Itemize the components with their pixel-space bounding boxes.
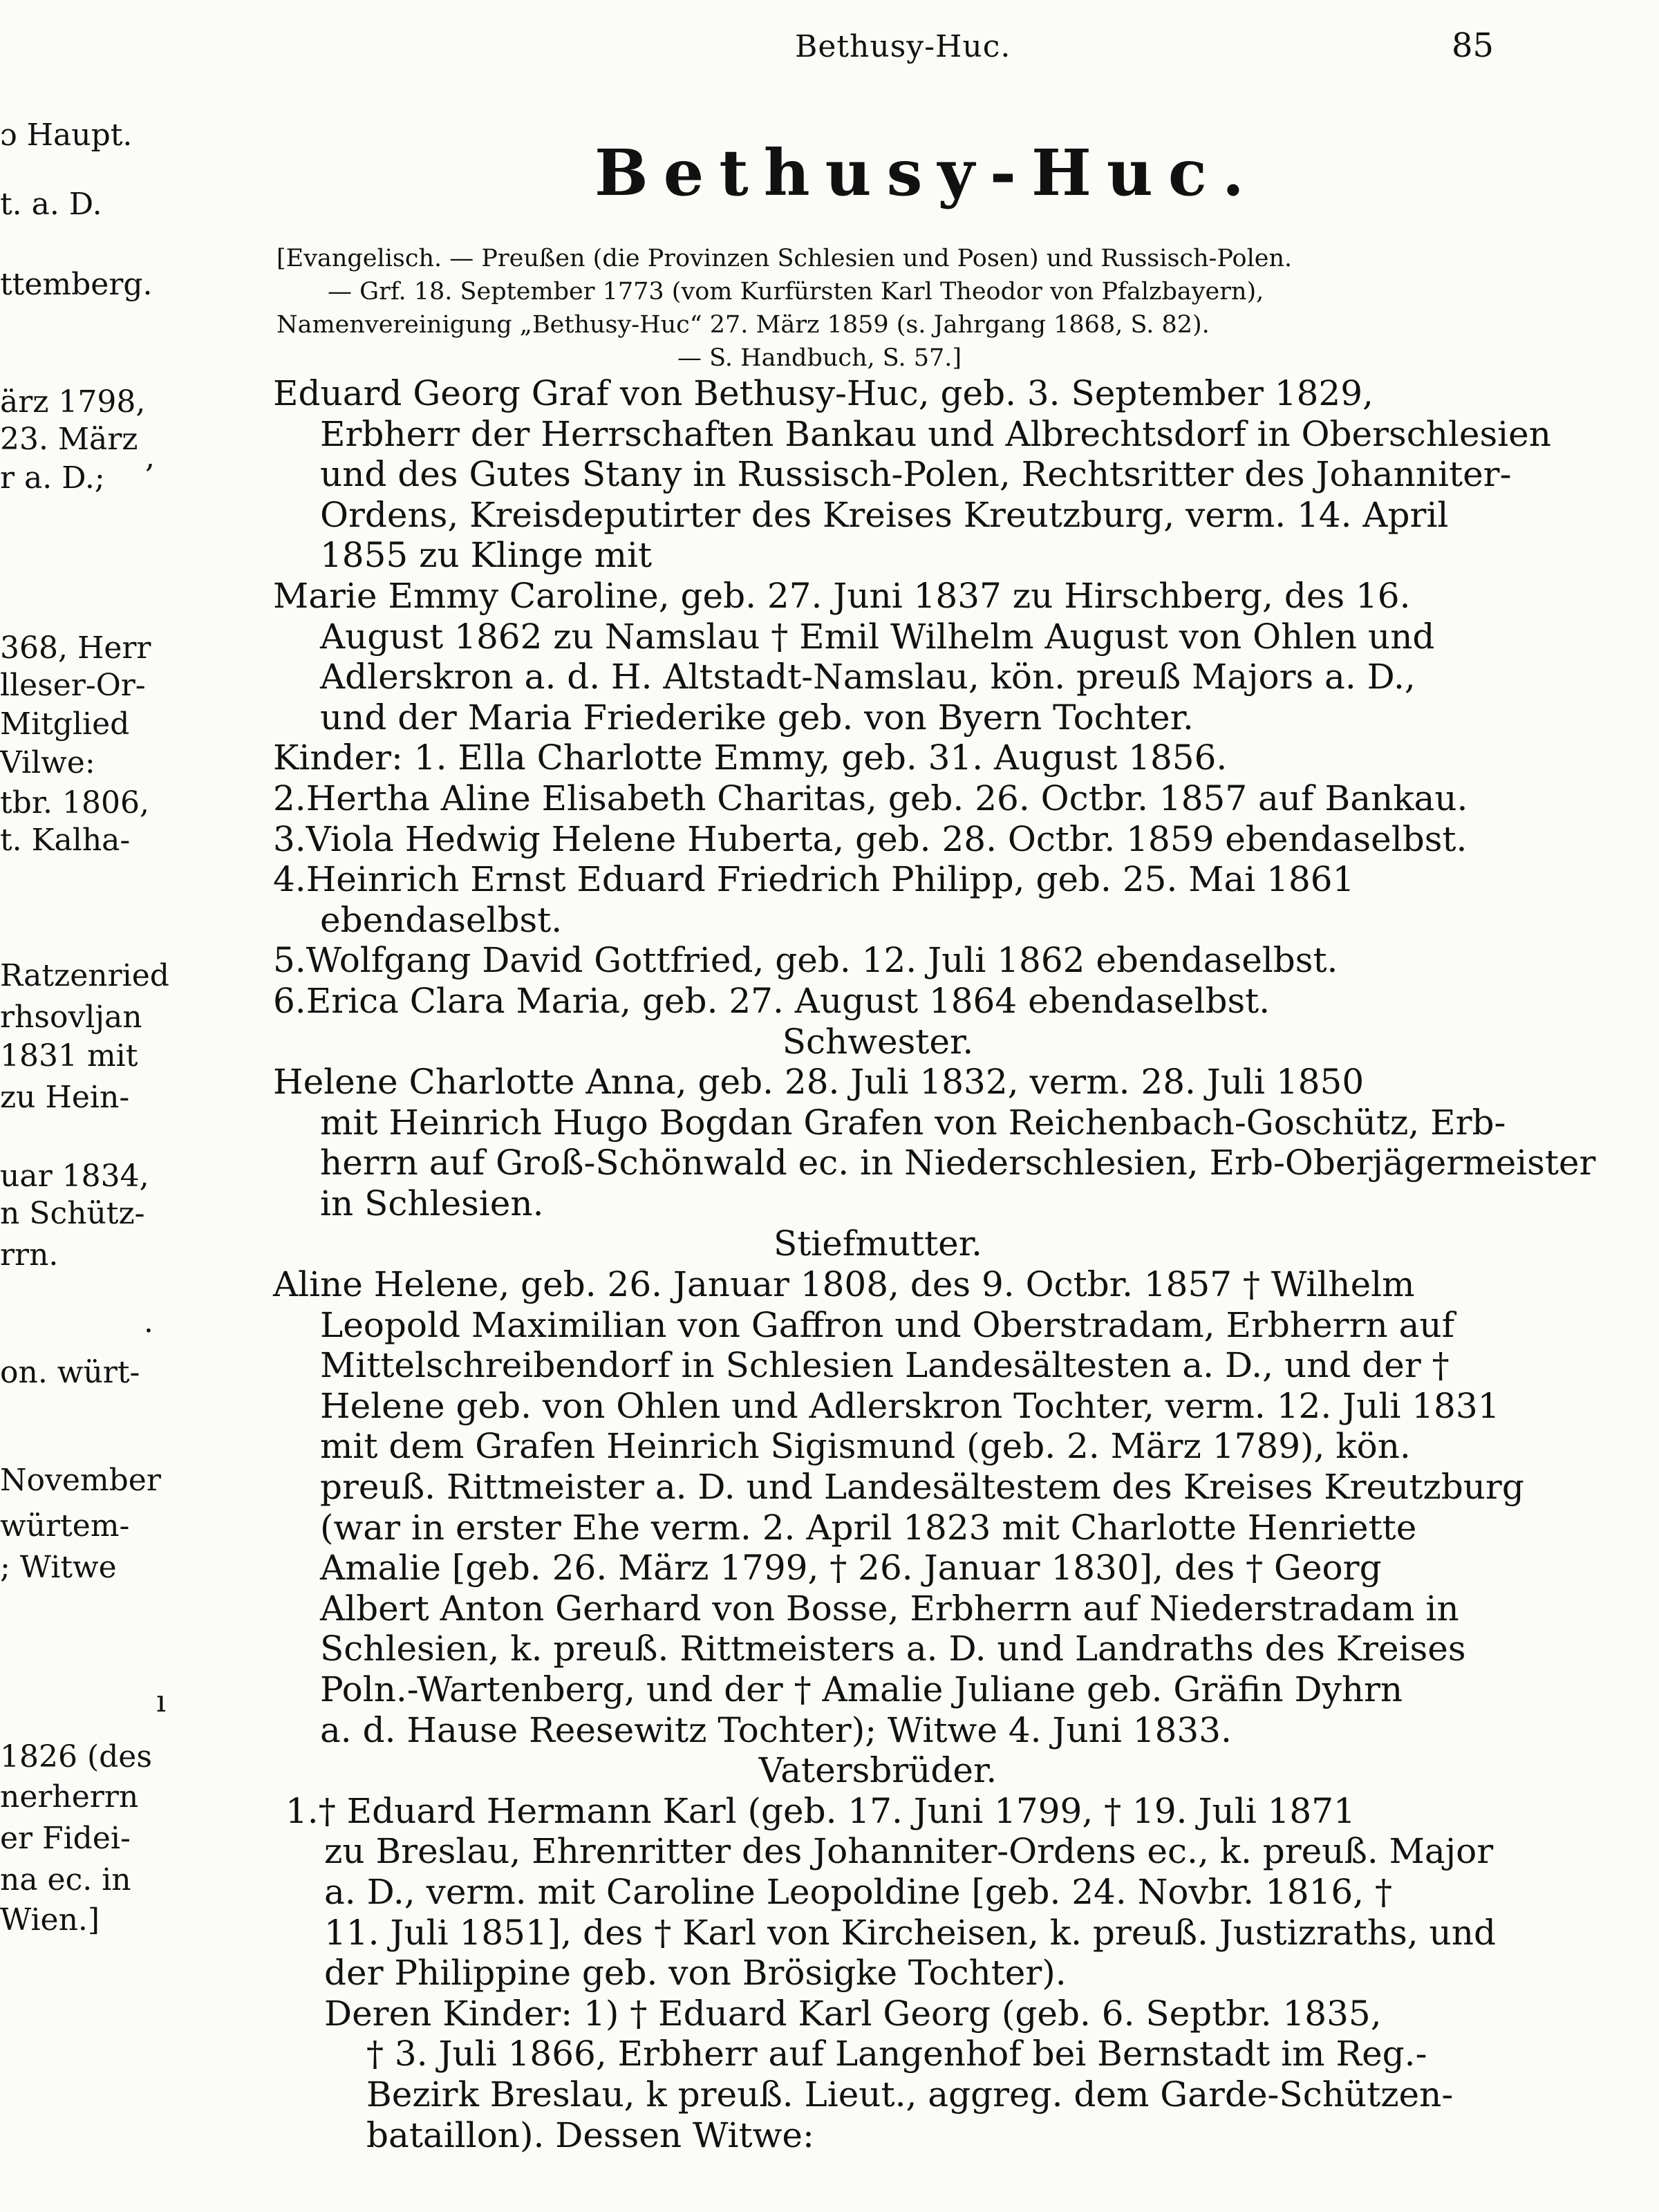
gutter-fragment: on. würt- <box>0 1355 140 1390</box>
entry-line: in Schlesien. <box>320 1183 544 1224</box>
gutter-fragment: na ec. in <box>0 1862 131 1897</box>
gutter-fragment: ärz 1798, <box>0 384 146 420</box>
gutter-fragment: zu Hein- <box>0 1080 130 1115</box>
scan-mark: , <box>145 440 155 475</box>
gutter-fragment: Vilwe: <box>0 745 95 780</box>
entry-line: und der Maria Friederike geb. von Byern Tochter. <box>320 697 1194 738</box>
entry-line: herrn auf Groß-Schönwald ec. in Niederschlesien, Erb-Oberjägermeister <box>320 1143 1596 1183</box>
summary-line: — S. Handbuch, S. 57.] <box>677 344 962 372</box>
gutter-fragment: uar 1834, <box>0 1159 149 1194</box>
gutter-fragment: r a. D.; <box>0 460 105 496</box>
summary-line: [Evangelisch. — Preußen (die Provinzen Schlesien und Posen) und Russisch-Polen. <box>276 245 1293 272</box>
entry-line: Helene geb. von Ohlen und Adlerskron Tochter, verm. 12. Juli 1831 <box>320 1385 1500 1426</box>
gutter-fragment: tbr. 1806, <box>0 785 149 821</box>
entry-line: zu Breslau, Ehrenritter des Johanniter-Ordens ec., k. preuß. Major <box>324 1831 1494 1872</box>
entry-line: 11. Juli 1851], des † Karl von Kircheisen, k. preuß. Justizraths, und <box>324 1912 1496 1953</box>
entry-line: Erbherr der Herrschaften Bankau und Albrechtsdorf in Oberschlesien <box>320 413 1551 454</box>
entry-line: (war in erster Ehe verm. 2. April 1823 mit Charlotte Henriette <box>320 1507 1417 1548</box>
entry-line: Deren Kinder: 1) † Eduard Karl Georg (geb. 6. Septbr. 1835, <box>324 1993 1382 2034</box>
family-summary <box>276 242 1521 375</box>
entry-line: 4.Heinrich Ernst Eduard Friedrich Philipp, geb. 25. Mai 1861 <box>273 859 1355 900</box>
entry-line: der Philippine geb. von Brösigke Tochter). <box>324 1953 1067 1994</box>
entry-line: Albert Anton Gerhard von Bosse, Erbherrn auf Niederstradam in <box>320 1588 1459 1629</box>
entry-line: Poln.-Wartenberg, und der † Amalie Juliane geb. Gräfin Dyhrn <box>320 1669 1403 1709</box>
section-heading: Schwester. <box>782 1021 974 1062</box>
entry-line: ebendaselbst. <box>320 899 563 940</box>
entry-line: Mittelschreibendorf in Schlesien Landesältesten a. D., und der † <box>320 1345 1450 1386</box>
entry-line: und des Gutes Stany in Russisch-Polen, Rechtsritter des Johanniter- <box>320 454 1512 495</box>
entry-line: 6.Erica Clara Maria, geb. 27. August 1864 ebendaselbst. <box>273 980 1271 1021</box>
gutter-fragment: 23. März <box>0 422 138 457</box>
entry-line: Amalie [geb. 26. März 1799, † 26. Januar 1830], des † Georg <box>320 1548 1382 1588</box>
family-heading: Bethusy-Huc. <box>594 135 1259 210</box>
gutter-fragment: t. Kalha- <box>0 823 131 858</box>
entry-line: August 1862 zu Namslau † Emil Wilhelm August von Ohlen und <box>320 616 1435 657</box>
section-heading: Stiefmutter. <box>773 1224 983 1264</box>
entry-line: Kinder: 1. Ella Charlotte Emmy, geb. 31. August 1856. <box>273 738 1228 778</box>
entry-line: Aline Helene, geb. 26. Januar 1808, des 9. Octbr. 1857 † Wilhelm <box>273 1264 1415 1305</box>
entry-line: Eduard Georg Graf von Bethusy-Huc, geb. 3. September 1829, <box>273 373 1374 413</box>
entry-line: Adlerskron a. d. H. Altstadt-Namslau, kön. preuß Majors a. D., <box>320 657 1416 697</box>
scan-mark: · <box>144 1313 153 1349</box>
entry-line: 3.Viola Hedwig Helene Huberta, geb. 28. Octbr. 1859 ebendaselbst. <box>273 818 1468 859</box>
gutter-fragment: 1826 (des <box>0 1739 152 1774</box>
entry-line: preuß. Rittmeister a. D. und Landesältestem des Kreises Kreutzburg <box>320 1467 1524 1508</box>
gutter-fragment: ɔ Haupt. <box>0 118 133 153</box>
page-number: 85 <box>1452 26 1494 65</box>
entry-line: 1855 zu Klinge mit <box>320 535 653 576</box>
gutter-fragment: nerherrn <box>0 1779 139 1815</box>
gutter-fragment: Ratzenried <box>0 958 169 993</box>
gutter-fragment: 368, Herr <box>0 630 151 666</box>
gutter-fragment: Mitglied <box>0 706 130 742</box>
entry-line: 1.† Eduard Hermann Karl (geb. 17. Juni 1799, † 19. Juli 1871 <box>285 1790 1356 1831</box>
entry-line: a. d. Hause Reesewitz Tochter); Witwe 4. Juni 1833. <box>320 1709 1232 1750</box>
gutter-fragment: rrn. <box>0 1237 59 1273</box>
gutter-fragment: n Schütz- <box>0 1196 145 1231</box>
section-heading: Vatersbrüder. <box>758 1750 997 1791</box>
gutter-fragment: ttemberg. <box>0 267 153 302</box>
entry-line: Marie Emmy Caroline, geb. 27. Juni 1837 zu Hirschberg, des 16. <box>273 575 1411 616</box>
gutter-fragment: ; Witwe <box>0 1550 117 1585</box>
entry-line: † 3. Juli 1866, Erbherr auf Langenhof bei Bernstadt im Reg.- <box>366 2034 1427 2074</box>
entry-line: 2.Hertha Aline Elisabeth Charitas, geb. 26. Octbr. 1857 auf Bankau. <box>273 778 1468 818</box>
running-head: Bethusy-Huc. <box>795 29 1011 64</box>
entry-line: Helene Charlotte Anna, geb. 28. Juli 1832, verm. 28. Juli 1850 <box>273 1062 1365 1103</box>
gutter-fragment: November <box>0 1463 161 1498</box>
gutter-fragment: Wien.] <box>0 1902 100 1938</box>
entry-line: Schlesien, k. preuß. Rittmeisters a. D. und Landraths des Kreises <box>320 1629 1466 1669</box>
genealogy-entries <box>273 373 1596 2155</box>
gutter-fragment: lleser-Or- <box>0 668 146 703</box>
gutter-fragment: 1831 mit <box>0 1038 138 1074</box>
gutter-fragment: er Fidei- <box>0 1821 131 1856</box>
entry-line: mit dem Grafen Heinrich Sigismund (geb. 2. März 1789), kön. <box>320 1426 1411 1467</box>
summary-line: — Grf. 18. September 1773 (vom Kurfürsten Karl Theodor von Pfalzbayern), <box>328 278 1264 306</box>
entry-line: 5.Wolfgang David Gottfried, geb. 12. Juli 1862 ebendaselbst. <box>273 940 1338 981</box>
gutter-fragment: würtem- <box>0 1508 130 1544</box>
entry-line: a. D., verm. mit Caroline Leopoldine [geb. 24. Novbr. 1816, † <box>324 1871 1392 1912</box>
entry-line: Bezirk Breslau, k preuß. Lieut., aggreg. dem Garde-Schützen- <box>366 2074 1454 2115</box>
entry-line: Ordens, Kreisdeputirter des Kreises Kreutzburg, verm. 14. April <box>320 494 1449 535</box>
gutter-fragment: t. a. D. <box>0 187 102 222</box>
entry-line: Leopold Maximilian von Gaffron und Oberstradam, Erbherrn auf <box>320 1304 1455 1345</box>
summary-line: Namenvereinigung „Bethusy-Huc“ 27. März 1859 (s. Jahrgang 1868, S. 82). <box>276 311 1210 339</box>
scan-mark: ı <box>156 1684 167 1719</box>
entry-line: mit Heinrich Hugo Bogdan Grafen von Reichenbach-Goschütz, Erb- <box>320 1102 1506 1143</box>
gutter-fragment: rhsovljan <box>0 1000 142 1035</box>
entry-line: bataillon). Dessen Witwe: <box>366 2115 814 2155</box>
